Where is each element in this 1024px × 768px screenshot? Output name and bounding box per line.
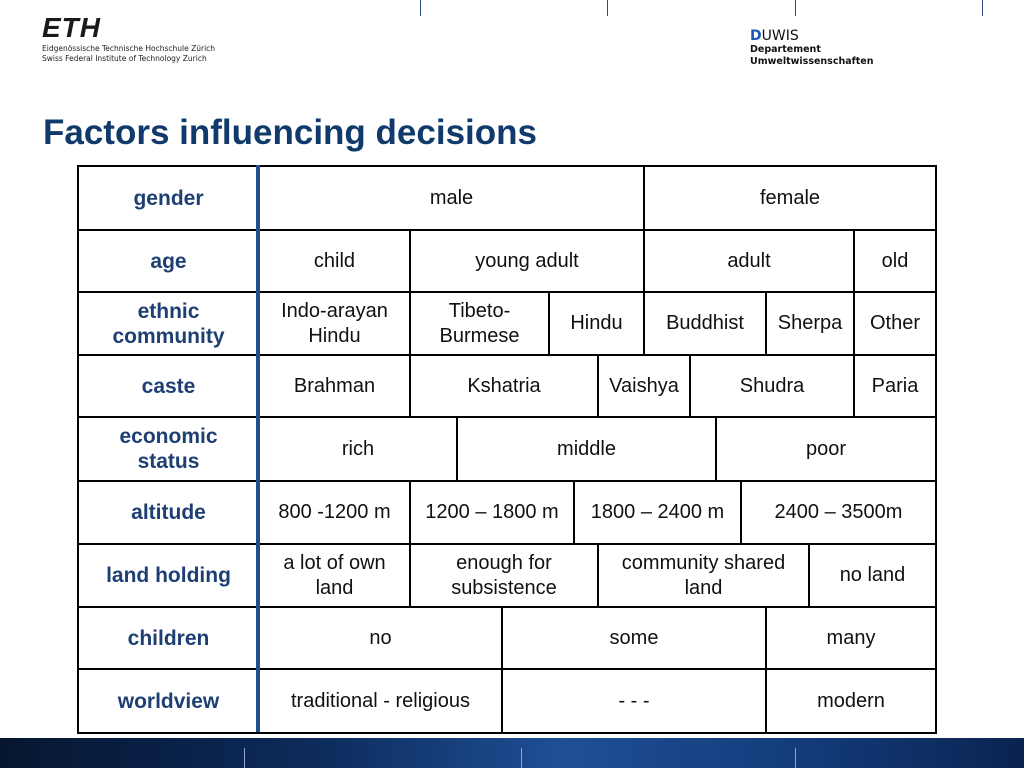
cell-land-holding-0: a lot of own land	[258, 543, 411, 608]
cell-ethnic-community-0: Indo-arayan Hindu	[258, 291, 411, 356]
cell-children-0: no	[258, 606, 503, 670]
cell-worldview-0: traditional - religious	[258, 668, 503, 734]
cell-land-holding-3: no land	[808, 543, 937, 608]
cell-age-3: old	[853, 229, 937, 293]
eth-wordmark: ETH	[42, 12, 101, 43]
table-header-column-divider	[256, 165, 260, 732]
cell-land-holding-1: enough for subsistence	[409, 543, 599, 608]
cell-economic-status-1: middle	[456, 416, 717, 482]
cell-ethnic-community-2: Hindu	[548, 291, 645, 356]
row-label-altitude: altitude	[77, 480, 260, 545]
cell-altitude-0: 800 -1200 m	[258, 480, 411, 545]
cell-gender-0: male	[258, 165, 645, 231]
cell-children-2: many	[765, 606, 937, 670]
cell-worldview-1: - - -	[501, 668, 767, 734]
cell-caste-4: Paria	[853, 354, 937, 418]
cell-age-0: child	[258, 229, 411, 293]
cell-worldview-2: modern	[765, 668, 937, 734]
cell-caste-2: Vaishya	[597, 354, 691, 418]
cell-age-1: young adult	[409, 229, 645, 293]
header-divider-line	[795, 0, 796, 16]
cell-gender-1: female	[643, 165, 937, 231]
eth-logo	[42, 14, 215, 64]
eth-name-english: Swiss Federal Institute of Technology Zurich	[42, 54, 207, 63]
header-divider-line	[607, 0, 608, 16]
row-label-gender: gender	[77, 165, 260, 231]
duwis-wordmark	[750, 28, 874, 44]
header-divider-line	[982, 0, 983, 16]
cell-altitude-1: 1200 – 1800 m	[409, 480, 575, 545]
row-label-children: children	[77, 606, 260, 670]
cell-age-2: adult	[643, 229, 855, 293]
row-label-caste: caste	[77, 354, 260, 418]
cell-ethnic-community-1: Tibeto- Burmese	[409, 291, 550, 356]
cell-economic-status-0: rich	[258, 416, 458, 482]
cell-ethnic-community-3: Buddhist	[643, 291, 767, 356]
row-label-worldview: worldview	[77, 668, 260, 734]
cell-ethnic-community-5: Other	[853, 291, 937, 356]
duwis-department: Departement	[750, 44, 821, 55]
cell-children-1: some	[501, 606, 767, 670]
row-label-ethnic-community: ethnic community	[77, 291, 260, 356]
cell-altitude-3: 2400 – 3500m	[740, 480, 937, 545]
row-label-land-holding: land holding	[77, 543, 260, 608]
duwis-d-letter: D	[750, 28, 762, 44]
row-label-age: age	[77, 229, 260, 293]
duwis-rest-letters: UWIS	[761, 28, 799, 44]
footer-divider-line	[244, 748, 245, 768]
cell-caste-0: Brahman	[258, 354, 411, 418]
footer-bar	[0, 738, 1024, 768]
cell-economic-status-2: poor	[715, 416, 937, 482]
cell-caste-3: Shudra	[689, 354, 855, 418]
cell-land-holding-2: community shared land	[597, 543, 810, 608]
duwis-department-name: Umweltwissenschaften	[750, 56, 874, 67]
header-divider-line	[420, 0, 421, 16]
footer-divider-line	[795, 748, 796, 768]
duwis-logo	[750, 28, 874, 68]
row-label-economic-status: economic status	[77, 416, 260, 482]
cell-altitude-2: 1800 – 2400 m	[573, 480, 742, 545]
slide-title: Factors influencing decisions	[43, 113, 537, 152]
cell-caste-1: Kshatria	[409, 354, 599, 418]
eth-name-german: Eidgenössische Technische Hochschule Zürich	[42, 44, 216, 53]
cell-ethnic-community-4: Sherpa	[765, 291, 855, 356]
footer-divider-line	[521, 748, 522, 768]
factors-table	[77, 165, 936, 732]
